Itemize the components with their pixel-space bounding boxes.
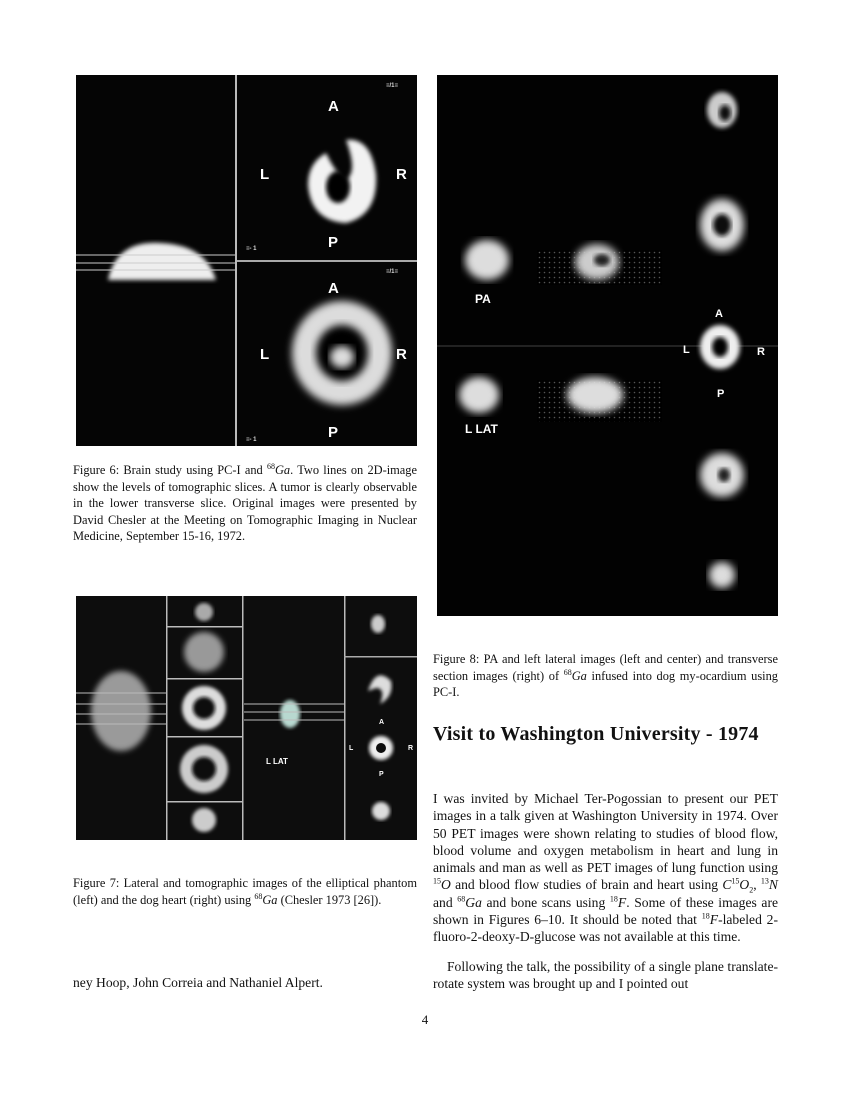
left-column-fragment [73,974,417,991]
fig8-label-pa: PA [475,292,491,306]
figure-6-caption [73,462,417,545]
figure-7-graphic [76,596,417,840]
paragraph-2 [433,958,778,993]
fig6-label-left-top: L [260,166,270,183]
fig8-label-right: R [757,346,765,358]
p1-text-1: I was invited by Michael Ter-Pogossian to present our PET images in a talk given at Washington University in 1974. Over 50 PET images were shown relating to studies of blood flow, blood volume and oxygen metabolism in heart and lung in animals and man as well as PET images of lung function using [433,791,778,876]
left-fragment-text: ney Hoop, John Correia and Nathaniel Alpert. [73,975,323,990]
p1-text-5: and bone scans using [481,894,610,910]
fig6-label-left-bottom: L [260,346,270,363]
paragraph-1 [433,790,778,946]
fig7-label-posterior: P [379,771,384,778]
p1-text-6: . Some of these images are shown in Figures 6–10. It should be noted that [433,894,778,928]
p1-sup-6: 18 [701,911,710,921]
fig6-label-anterior-bottom: A [328,280,339,297]
p1-text-3: , [753,877,761,893]
p1-italic-2: C [722,877,732,893]
fig8-isotope-mass: 68 [563,667,572,677]
p1-sub-1: 2 [749,886,754,896]
p1-italic-5: Ga [465,894,482,910]
fig8-label-left: L [683,344,690,356]
fig7-label-left: L [349,745,354,752]
fig8-isotope: Ga [571,668,587,683]
fig8-label-anterior: A [715,308,723,320]
p1-italic-3: O [739,877,750,893]
figure-8-caption [433,651,778,701]
marker-bottom-left: ≡- 1 [246,437,257,443]
fig6-isotope-mass: 68 [266,461,275,471]
fig6-caption-prefix: Figure 6: Brain study using PC-I and [73,463,267,477]
fig6-label-posterior-top: P [328,234,339,251]
p1-italic-4: N [768,877,778,893]
fig7-isotope: Ga [262,892,278,907]
p1-sup-5: 18 [609,894,618,904]
fig6-isotope: Ga [274,463,291,477]
p1-text-7: -labeled 2-fluoro-2-deoxy-D-glucose was not available at this time. [433,912,779,945]
figure-7-caption [73,875,417,908]
figure-8-graphic [437,75,778,616]
fig7-label-lat: L LAT [266,757,288,766]
fig7-caption-rest: (Chesler 1973 [26]). [277,892,382,907]
p1-sup-2: 15 [731,876,740,886]
p1-text-4: and [433,894,458,910]
p1-sup-4: 68 [457,894,466,904]
figure-7-image [76,596,417,840]
p1-text-2: and blood flow studies of brain and heart using [450,877,723,893]
marker-mid-left: ≡- 1 [246,246,257,252]
marker-mid-right: ≡/1≡ [386,269,399,275]
fig6-label-right-top: R [396,166,407,183]
p1-sup-1: 15 [433,876,441,886]
p2-text: Following the talk, the possibility of a single plane translate-rotate system was brought up and I pointed out [433,959,778,992]
figure-8-image [437,75,778,616]
fig7-label-anterior: A [379,719,385,726]
fig8-label-lat: L LAT [465,422,498,436]
fig6-caption-rest: . Two lines on 2D-image show the levels of tomographic slices. A tumor is clearly observable in the lower transverse slice. Original images were presented by David Chesler at the Meeting on Tomographic Imaging in Nuclear Medicine, September 15-16, 1972. [73,463,418,543]
marker-top-right: ≡/1≡ [386,83,399,89]
fig6-label-anterior-top: A [328,98,339,115]
fig8-label-posterior: P [717,388,725,400]
fig7-isotope-mass: 68 [254,891,263,901]
fig6-label-posterior-bottom: P [328,424,339,441]
p1-italic-6: F [617,894,627,910]
page-number: 4 [421,1012,429,1027]
fig8-caption-rest: infused into dog my-ocardium using PC-I. [433,668,778,699]
figure-6-graphic [76,75,417,446]
fig7-label-right: R [408,745,414,752]
fig7-caption-prefix: Figure 7: Lateral and tomographic images of the elliptical phantom (left) and the dog heart (right) using [73,876,417,907]
figure-6-image [76,75,417,446]
p1-italic-1: O [441,877,451,893]
fig6-label-right-bottom: R [396,346,407,363]
p1-sup-3: 13 [760,876,769,886]
p1-italic-7: F [709,912,719,928]
fig8-caption-prefix: Figure 8: PA and left lateral images (left and center) and transverse section images (right) of [433,652,778,683]
section-heading: Visit to Washington University - 1974 [433,723,759,745]
